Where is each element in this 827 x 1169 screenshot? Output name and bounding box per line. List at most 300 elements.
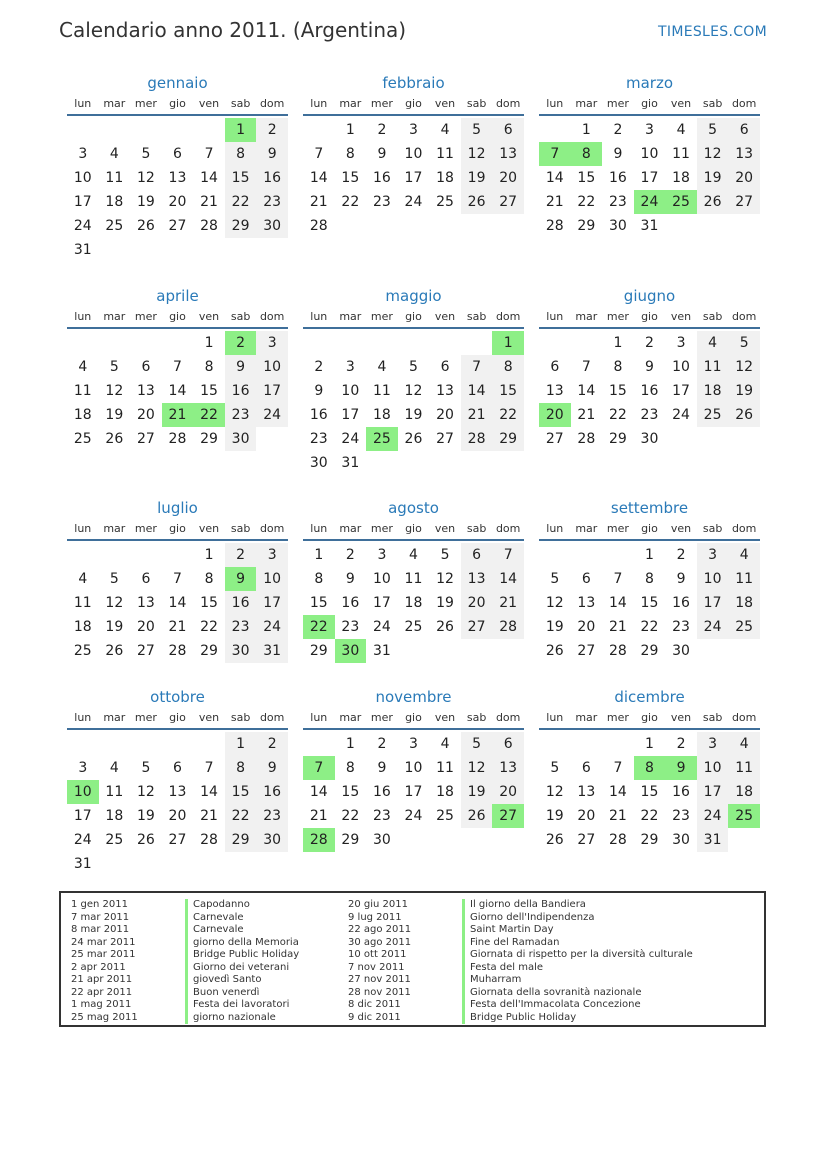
day-cell: 8 bbox=[204, 359, 214, 375]
day-cell: 25 bbox=[728, 615, 760, 639]
legend-holiday-name: Capodanno bbox=[193, 899, 250, 910]
day-cell: 16 bbox=[225, 591, 257, 615]
weekday-label: lun bbox=[74, 711, 92, 724]
day-cell: 18 bbox=[697, 379, 729, 403]
day-cell: 24 bbox=[341, 431, 360, 447]
legend-holiday-name: Festa dell'Immacolata Concezione bbox=[470, 999, 641, 1010]
weekday-label: gio bbox=[169, 522, 186, 535]
day-cell: 4 bbox=[728, 543, 760, 567]
day-cell: 19 bbox=[105, 619, 124, 635]
legend-marker bbox=[462, 924, 465, 937]
legend-row bbox=[61, 1012, 299, 1025]
day-cell: 6 bbox=[492, 732, 524, 756]
weekday-header bbox=[539, 307, 760, 329]
month-name: novembre bbox=[375, 688, 452, 706]
day-cell: 31 bbox=[697, 828, 729, 852]
weekday-label: sab bbox=[230, 97, 251, 110]
holiday-legend bbox=[59, 891, 766, 1027]
month-name: luglio bbox=[157, 499, 198, 517]
day-cell: 31 bbox=[256, 639, 288, 663]
day-cell: 16 bbox=[672, 784, 690, 800]
weekday-label: mar bbox=[339, 97, 362, 110]
legend-marker bbox=[185, 912, 188, 925]
empty-cell bbox=[571, 543, 603, 567]
day-cell: 28 bbox=[608, 832, 627, 848]
legend-date: 24 mar 2011 bbox=[71, 936, 136, 948]
day-cell: 16 bbox=[341, 595, 360, 611]
legend-marker bbox=[462, 974, 465, 987]
day-cell: 10 bbox=[672, 359, 690, 375]
legend-holiday-name: Il giorno della Bandiera bbox=[470, 899, 586, 910]
day-cell: 11 bbox=[436, 146, 454, 162]
weekday-label: mer bbox=[134, 97, 157, 110]
legend-date: 1 gen 2011 bbox=[71, 899, 129, 910]
day-cell: 29 bbox=[577, 218, 596, 234]
day-cell: 23 bbox=[372, 808, 391, 824]
day-cell: 21 bbox=[492, 591, 524, 615]
legend-holiday-name: Giornata della sovranità nazionale bbox=[470, 986, 642, 998]
legend-row bbox=[61, 962, 299, 975]
brand-link[interactable]: TIMESLES.COM bbox=[658, 24, 767, 40]
day-cell: 5 bbox=[409, 359, 418, 375]
day-cell: 7 bbox=[613, 571, 623, 587]
legend-date: 9 dic 2011 bbox=[348, 1011, 401, 1023]
day-cell: 18 bbox=[436, 784, 454, 800]
legend-row bbox=[338, 974, 693, 987]
month-name: ottobre bbox=[150, 688, 205, 706]
day-grid bbox=[67, 732, 288, 876]
day-cell: 10 bbox=[697, 567, 729, 591]
day-cell: 2 bbox=[345, 547, 355, 563]
day-cell: 8 bbox=[225, 756, 257, 780]
legend-holiday-name: Muharram bbox=[470, 974, 522, 985]
day-cell: 1 bbox=[225, 732, 257, 756]
legend-row bbox=[338, 949, 693, 962]
day-cell: 18 bbox=[404, 595, 423, 611]
day-cell: 30 bbox=[672, 643, 690, 659]
day-cell: 28 bbox=[492, 615, 524, 639]
day-cell: 18 bbox=[672, 170, 690, 186]
empty-cell bbox=[571, 331, 603, 355]
day-cell: 27 bbox=[461, 615, 493, 639]
day-cell: 29 bbox=[309, 643, 328, 659]
empty-cell bbox=[67, 732, 99, 756]
day-cell: 13 bbox=[728, 142, 760, 166]
month-name: maggio bbox=[385, 287, 442, 305]
holiday-day-cell: 9 bbox=[665, 756, 697, 780]
legend-date: 22 apr 2011 bbox=[71, 986, 133, 998]
day-cell: 28 bbox=[461, 427, 493, 451]
legend-date: 25 mar 2011 bbox=[71, 949, 136, 960]
day-cell: 5 bbox=[141, 760, 151, 776]
weekday-header bbox=[539, 94, 760, 116]
day-cell: 26 bbox=[545, 643, 564, 659]
day-cell: 10 bbox=[73, 170, 92, 186]
empty-cell bbox=[303, 331, 335, 355]
empty-cell bbox=[67, 543, 99, 567]
day-cell: 20 bbox=[728, 166, 760, 190]
day-cell: 3 bbox=[697, 732, 729, 756]
day-cell: 26 bbox=[136, 832, 155, 848]
day-cell: 18 bbox=[372, 407, 391, 423]
weekday-label: mer bbox=[370, 711, 393, 724]
month-name: dicembre bbox=[614, 688, 685, 706]
day-cell: 19 bbox=[105, 407, 124, 423]
holiday-day-cell: 1 bbox=[492, 331, 524, 355]
day-cell: 22 bbox=[225, 804, 257, 828]
day-cell: 1 bbox=[645, 736, 654, 752]
day-cell: 23 bbox=[608, 194, 627, 210]
day-cell: 13 bbox=[168, 170, 187, 186]
day-grid bbox=[539, 732, 760, 852]
weekday-label: mar bbox=[103, 522, 126, 535]
weekday-label: mer bbox=[134, 310, 157, 323]
day-cell: 27 bbox=[168, 832, 187, 848]
day-cell: 24 bbox=[372, 619, 391, 635]
day-cell: 3 bbox=[409, 736, 418, 752]
day-cell: 23 bbox=[256, 190, 288, 214]
page-title: Calendario anno 2011. (Argentina) bbox=[59, 18, 407, 42]
weekday-label: gio bbox=[169, 711, 186, 724]
holiday-day-cell: 7 bbox=[303, 756, 335, 780]
day-grid bbox=[67, 118, 288, 262]
day-cell: 12 bbox=[545, 784, 564, 800]
weekday-label: dom bbox=[259, 310, 285, 323]
day-cell: 8 bbox=[225, 142, 257, 166]
day-cell: 26 bbox=[404, 431, 423, 447]
weekday-label: mer bbox=[606, 97, 629, 110]
day-cell: 11 bbox=[372, 383, 391, 399]
day-cell: 25 bbox=[697, 403, 729, 427]
weekday-label: mer bbox=[134, 522, 157, 535]
legend-holiday-name: Festa dei lavoratori bbox=[193, 999, 290, 1010]
weekday-label: gio bbox=[405, 711, 422, 724]
weekday-header bbox=[303, 307, 524, 329]
day-cell: 5 bbox=[550, 760, 560, 776]
weekday-label: ven bbox=[670, 522, 692, 535]
day-cell: 27 bbox=[728, 190, 760, 214]
weekday-label: mar bbox=[575, 522, 598, 535]
day-cell: 26 bbox=[461, 190, 493, 214]
day-cell: 21 bbox=[168, 619, 187, 635]
day-cell: 22 bbox=[608, 407, 627, 423]
day-cell: 10 bbox=[372, 571, 391, 587]
month-gennaio bbox=[67, 72, 288, 262]
legend-holiday-name: giorno della Memoria bbox=[193, 936, 299, 948]
day-cell: 19 bbox=[136, 194, 155, 210]
day-grid bbox=[67, 331, 288, 451]
holiday-day-cell: 20 bbox=[539, 403, 571, 427]
day-cell: 29 bbox=[640, 643, 659, 659]
day-cell: 14 bbox=[309, 170, 328, 186]
empty-cell bbox=[602, 543, 634, 567]
day-cell: 24 bbox=[404, 194, 423, 210]
legend-date: 7 mar 2011 bbox=[71, 911, 130, 923]
weekday-label: lun bbox=[310, 522, 328, 535]
day-cell: 6 bbox=[581, 571, 591, 587]
day-cell: 23 bbox=[372, 194, 391, 210]
day-cell: 6 bbox=[581, 760, 591, 776]
legend-row bbox=[61, 937, 299, 950]
day-cell: 2 bbox=[225, 543, 257, 567]
legend-row bbox=[338, 999, 693, 1012]
day-cell: 12 bbox=[461, 142, 493, 166]
empty-cell bbox=[303, 118, 335, 142]
weekday-header bbox=[67, 307, 288, 329]
day-cell: 16 bbox=[372, 784, 391, 800]
weekday-label: sab bbox=[466, 711, 487, 724]
day-cell: 31 bbox=[372, 643, 391, 659]
weekday-label: ven bbox=[670, 97, 692, 110]
day-cell: 15 bbox=[577, 170, 596, 186]
weekday-label: mer bbox=[134, 711, 157, 724]
month-ottobre bbox=[67, 686, 288, 876]
day-cell: 13 bbox=[136, 383, 155, 399]
day-cell: 9 bbox=[676, 571, 686, 587]
day-cell: 29 bbox=[492, 427, 524, 451]
day-cell: 25 bbox=[105, 218, 124, 234]
empty-cell bbox=[429, 331, 461, 355]
day-cell: 21 bbox=[309, 808, 328, 824]
day-cell: 28 bbox=[608, 643, 627, 659]
weekday-label: gio bbox=[641, 97, 658, 110]
legend-date: 8 dic 2011 bbox=[348, 999, 401, 1010]
day-cell: 29 bbox=[640, 832, 659, 848]
day-cell: 11 bbox=[105, 170, 124, 186]
legend-marker bbox=[462, 999, 465, 1012]
day-cell: 2 bbox=[256, 118, 288, 142]
day-cell: 3 bbox=[676, 335, 686, 351]
day-cell: 26 bbox=[436, 619, 454, 635]
holiday-day-cell: 27 bbox=[492, 804, 524, 828]
weekday-label: dom bbox=[731, 522, 757, 535]
day-cell: 13 bbox=[492, 142, 524, 166]
day-cell: 20 bbox=[136, 619, 155, 635]
day-cell: 29 bbox=[341, 832, 360, 848]
day-cell: 21 bbox=[200, 808, 218, 824]
day-cell: 6 bbox=[141, 571, 151, 587]
day-cell: 12 bbox=[136, 784, 155, 800]
day-cell: 9 bbox=[645, 359, 654, 375]
day-cell: 4 bbox=[728, 732, 760, 756]
day-cell: 30 bbox=[608, 218, 627, 234]
day-cell: 15 bbox=[225, 166, 257, 190]
day-cell: 5 bbox=[697, 118, 729, 142]
day-cell: 20 bbox=[136, 407, 155, 423]
weekday-label: mar bbox=[339, 711, 362, 724]
day-cell: 30 bbox=[225, 639, 257, 663]
legend-marker bbox=[185, 899, 188, 912]
day-cell: 13 bbox=[436, 383, 454, 399]
empty-cell bbox=[539, 331, 571, 355]
day-cell: 16 bbox=[256, 166, 288, 190]
day-cell: 19 bbox=[728, 379, 760, 403]
day-cell: 7 bbox=[173, 571, 182, 587]
weekday-label: ven bbox=[198, 522, 220, 535]
day-cell: 30 bbox=[225, 427, 257, 451]
day-cell: 18 bbox=[436, 170, 454, 186]
day-cell: 9 bbox=[225, 355, 257, 379]
month-name: gennaio bbox=[147, 74, 208, 92]
day-cell: 7 bbox=[581, 359, 591, 375]
legend-row bbox=[61, 987, 299, 1000]
day-cell: 7 bbox=[613, 760, 623, 776]
legend-date: 21 apr 2011 bbox=[71, 974, 133, 985]
weekday-label: sab bbox=[230, 711, 251, 724]
weekday-label: dom bbox=[495, 310, 521, 323]
day-cell: 30 bbox=[256, 828, 288, 852]
day-cell: 28 bbox=[545, 218, 564, 234]
holiday-day-cell: 28 bbox=[303, 828, 335, 852]
empty-cell bbox=[99, 118, 131, 142]
day-cell: 21 bbox=[608, 808, 627, 824]
day-grid bbox=[303, 543, 524, 663]
day-cell: 6 bbox=[492, 118, 524, 142]
empty-cell bbox=[539, 543, 571, 567]
day-cell: 3 bbox=[377, 547, 387, 563]
weekday-label: gio bbox=[169, 310, 186, 323]
day-cell: 14 bbox=[200, 784, 218, 800]
weekday-label: mer bbox=[370, 97, 393, 110]
legend-row bbox=[61, 924, 299, 937]
day-cell: 20 bbox=[577, 619, 596, 635]
day-cell: 5 bbox=[109, 359, 119, 375]
weekday-label: gio bbox=[641, 522, 658, 535]
legend-row bbox=[61, 999, 299, 1012]
holiday-day-cell: 8 bbox=[571, 142, 603, 166]
legend-date: 25 mag 2011 bbox=[71, 1011, 138, 1023]
legend-holiday-name: giorno nazionale bbox=[193, 1011, 276, 1023]
day-cell: 28 bbox=[577, 431, 596, 447]
month-luglio bbox=[67, 497, 288, 663]
day-cell: 28 bbox=[200, 218, 218, 234]
day-cell: 14 bbox=[168, 383, 187, 399]
day-cell: 19 bbox=[545, 808, 564, 824]
day-cell: 17 bbox=[404, 784, 423, 800]
weekday-label: mer bbox=[606, 711, 629, 724]
day-cell: 20 bbox=[492, 780, 524, 804]
day-cell: 15 bbox=[608, 383, 627, 399]
weekday-header bbox=[303, 708, 524, 730]
day-cell: 22 bbox=[341, 194, 360, 210]
day-cell: 1 bbox=[204, 547, 214, 563]
legend-column-left bbox=[61, 899, 299, 1024]
month-name: marzo bbox=[625, 74, 674, 92]
day-cell: 28 bbox=[168, 643, 187, 659]
day-cell: 25 bbox=[436, 194, 454, 210]
day-cell: 20 bbox=[492, 166, 524, 190]
day-cell: 4 bbox=[697, 331, 729, 355]
day-cell: 4 bbox=[440, 736, 450, 752]
weekday-label: ven bbox=[198, 97, 220, 110]
day-grid bbox=[539, 543, 760, 663]
legend-row bbox=[61, 949, 299, 962]
day-cell: 12 bbox=[436, 571, 454, 587]
day-cell: 26 bbox=[545, 832, 564, 848]
empty-cell bbox=[193, 732, 225, 756]
day-cell: 18 bbox=[73, 619, 92, 635]
day-cell: 4 bbox=[78, 359, 88, 375]
day-grid bbox=[303, 732, 524, 852]
legend-marker bbox=[185, 974, 188, 987]
day-cell: 8 bbox=[492, 355, 524, 379]
day-grid bbox=[67, 543, 288, 663]
weekday-label: gio bbox=[641, 711, 658, 724]
day-cell: 23 bbox=[309, 431, 328, 447]
day-cell: 27 bbox=[545, 431, 564, 447]
empty-cell bbox=[99, 543, 131, 567]
legend-date: 1 mag 2011 bbox=[71, 999, 132, 1010]
day-cell: 30 bbox=[309, 455, 328, 471]
day-grid bbox=[539, 331, 760, 451]
weekday-label: mer bbox=[606, 522, 629, 535]
weekday-label: lun bbox=[310, 711, 328, 724]
day-cell: 24 bbox=[256, 403, 288, 427]
day-cell: 17 bbox=[697, 780, 729, 804]
day-cell: 5 bbox=[728, 331, 760, 355]
day-cell: 16 bbox=[256, 780, 288, 804]
day-cell: 1 bbox=[204, 335, 214, 351]
legend-row bbox=[338, 1012, 693, 1025]
day-cell: 5 bbox=[550, 571, 560, 587]
day-cell: 11 bbox=[73, 595, 92, 611]
day-cell: 4 bbox=[377, 359, 387, 375]
weekday-label: sab bbox=[702, 522, 723, 535]
weekday-label: dom bbox=[259, 522, 285, 535]
empty-cell bbox=[571, 732, 603, 756]
day-cell: 12 bbox=[461, 756, 493, 780]
day-cell: 19 bbox=[461, 166, 493, 190]
day-cell: 11 bbox=[728, 567, 760, 591]
legend-date: 2 apr 2011 bbox=[71, 961, 126, 973]
day-cell: 7 bbox=[492, 543, 524, 567]
day-cell: 11 bbox=[436, 760, 454, 776]
legend-holiday-name: Bridge Public Holiday bbox=[193, 949, 300, 960]
day-cell: 1 bbox=[645, 547, 654, 563]
day-cell: 12 bbox=[404, 383, 423, 399]
day-cell: 5 bbox=[109, 571, 119, 587]
day-cell: 29 bbox=[200, 431, 218, 447]
day-cell: 30 bbox=[672, 832, 690, 848]
legend-holiday-name: Giorno dei veterani bbox=[193, 961, 290, 973]
day-cell: 5 bbox=[440, 547, 450, 563]
empty-cell bbox=[130, 118, 162, 142]
month-dicembre bbox=[539, 686, 760, 852]
day-cell: 17 bbox=[372, 595, 391, 611]
weekday-label: sab bbox=[230, 310, 251, 323]
legend-date: 7 nov 2011 bbox=[348, 961, 405, 973]
weekday-label: dom bbox=[259, 97, 285, 110]
day-cell: 21 bbox=[461, 403, 493, 427]
weekday-label: lun bbox=[546, 711, 564, 724]
day-cell: 16 bbox=[672, 595, 690, 611]
weekday-header bbox=[539, 708, 760, 730]
day-cell: 19 bbox=[136, 808, 155, 824]
day-cell: 2 bbox=[645, 335, 654, 351]
day-cell: 28 bbox=[309, 218, 328, 234]
day-cell: 6 bbox=[173, 760, 182, 776]
day-cell: 23 bbox=[256, 804, 288, 828]
empty-cell bbox=[67, 118, 99, 142]
weekday-label: lun bbox=[310, 310, 328, 323]
weekday-label: mer bbox=[606, 310, 629, 323]
day-cell: 15 bbox=[640, 595, 659, 611]
day-cell: 15 bbox=[341, 170, 360, 186]
legend-marker bbox=[185, 937, 188, 950]
weekday-label: lun bbox=[546, 97, 564, 110]
day-cell: 13 bbox=[461, 567, 493, 591]
day-cell: 4 bbox=[409, 547, 418, 563]
